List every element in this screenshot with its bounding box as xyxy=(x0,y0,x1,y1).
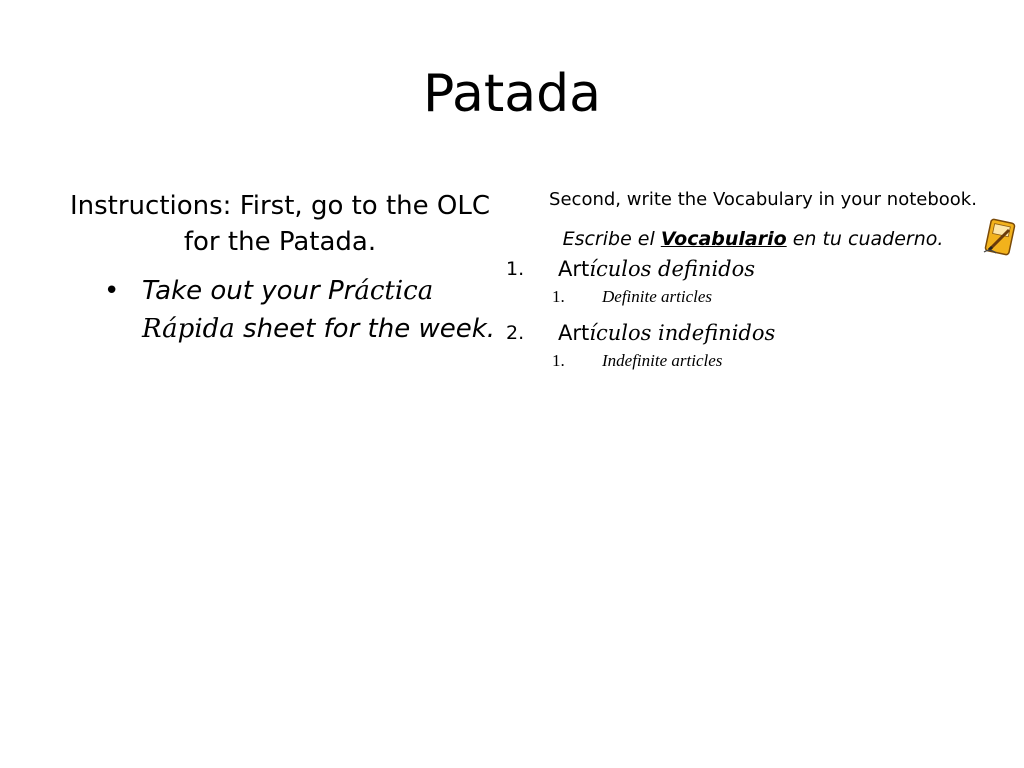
instructions-column xyxy=(60,188,500,348)
bullet-text-part3: sheet for the week. xyxy=(234,314,496,344)
vocabulary-instruction-english: Second, write the Vocabulary in your notebook. xyxy=(549,189,977,210)
vocabulario-word: Vocabulario xyxy=(660,228,787,250)
list-item xyxy=(488,254,1018,284)
item-number: 2. xyxy=(506,322,525,344)
list-subitem xyxy=(488,284,1018,310)
item-label-a: Art xyxy=(558,257,590,281)
item-label-a: Art xyxy=(558,321,590,345)
list-subitem xyxy=(488,348,1018,374)
subitem-label: Indefinite articles xyxy=(602,351,723,370)
vocabulary-instruction-spanish xyxy=(488,224,1018,254)
articles-list xyxy=(488,254,1018,374)
line2-prefix: Escribe el xyxy=(562,228,661,250)
subitem-number: 1. xyxy=(552,287,565,306)
item-number: 1. xyxy=(506,258,525,280)
vocabulary-column xyxy=(488,186,1018,382)
item-label-b: ículos definidos xyxy=(589,257,756,281)
notebook-pencil-icon xyxy=(982,218,1016,256)
subitem-label: Definite articles xyxy=(602,287,713,306)
line2-suffix: en tu cuaderno. xyxy=(786,228,944,250)
bullet-text-part2: áctica Rápida xyxy=(142,276,434,344)
instructions-text: Instructions: First, go to the OLC for the Patada. xyxy=(69,191,491,257)
bullet-text-part1: Take out your Pr xyxy=(142,276,355,306)
bullet-marker: • xyxy=(104,276,120,306)
item-label-b: ículos indefinidos xyxy=(589,321,776,345)
subitem-number: 1. xyxy=(552,351,565,370)
slide-title: Patada xyxy=(422,64,601,124)
bullet-item xyxy=(60,272,500,348)
list-item xyxy=(488,318,1018,348)
